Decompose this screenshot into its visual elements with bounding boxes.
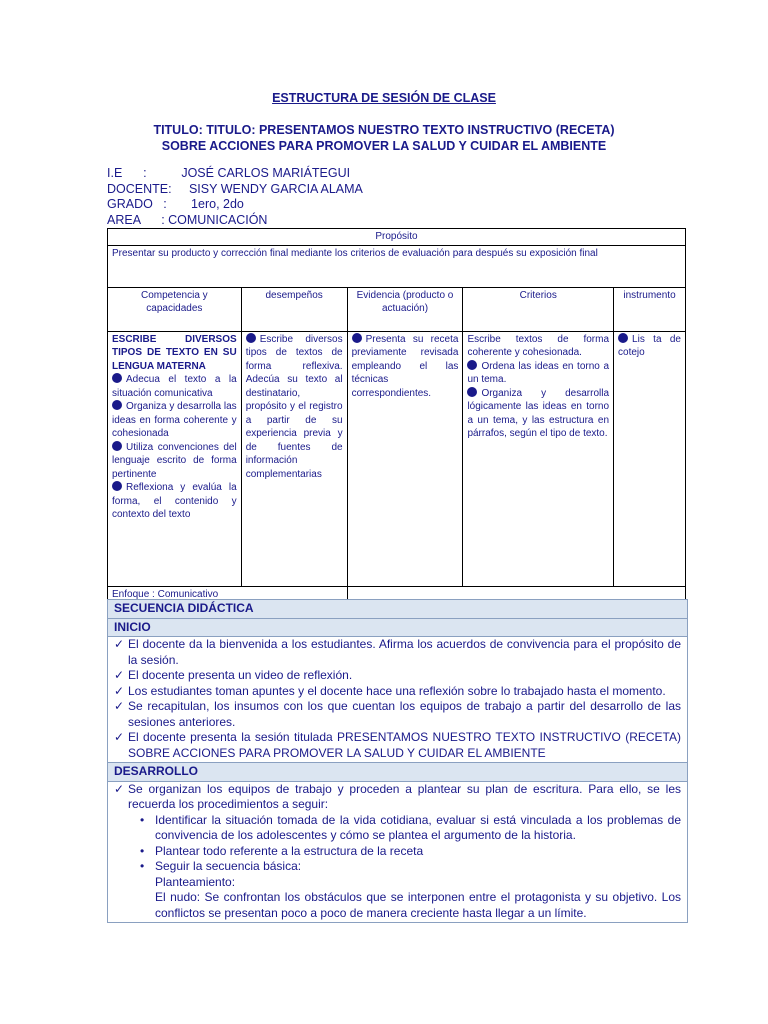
info-row-area xyxy=(107,213,363,229)
inicio-label: INICIO xyxy=(108,619,687,638)
info-label: I.E : xyxy=(107,166,147,180)
document-title: ESTRUCTURA DE SESIÓN DE CLASE xyxy=(272,91,496,105)
check-icon: ✓ xyxy=(114,781,125,796)
list-item xyxy=(114,684,681,700)
session-plan-table xyxy=(107,228,686,603)
bullet-icon xyxy=(467,360,477,370)
desarrollo-steps xyxy=(114,813,681,922)
instrumento-cell xyxy=(614,331,686,586)
col-header-criterios: Criterios xyxy=(463,287,614,331)
enfoque-cell: Enfoque : Comunicativo xyxy=(108,586,348,603)
check-icon: ✓ xyxy=(114,637,125,651)
instrumento-text: Lis ta de cotejo xyxy=(618,333,681,358)
step-text: Plantear todo referente a la estructura de la receta xyxy=(155,843,424,858)
step-item xyxy=(140,844,681,860)
capacidad-item xyxy=(112,373,237,400)
step-text: Identificar la situación tomada de la vida cotidiana, evaluar si está vinculada a los problemas de convivencia de los adolescentes y cómo se plantea el argumento de la historia. xyxy=(155,812,681,842)
info-row-ie xyxy=(107,166,363,182)
session-title-line-2: SOBRE ACCIONES PARA PROMOVER LA SALUD Y CUIDAR EL AMBIENTE xyxy=(161,139,607,153)
criterio-text: Ordena las ideas en torno a un tema. xyxy=(467,360,610,385)
bullet-icon xyxy=(352,333,362,343)
session-title-line-1: TITULO: TITULO: PRESENTAMOS NUESTRO TEXTO INSTRUCTIVO (RECETA) xyxy=(153,123,615,137)
list-item xyxy=(114,699,681,730)
competencia-title: ESCRIBE DIVERSOS TIPOS DE TEXTO EN SU LENGUA MATERNA xyxy=(112,333,237,372)
list-item xyxy=(114,668,681,684)
criterios-intro: Escribe textos de forma coherente y cohesionada. xyxy=(467,333,610,358)
info-value: 1ero, 2do xyxy=(166,197,244,211)
criterio-item xyxy=(467,387,609,441)
list-item-text: El docente presenta un video de reflexión. xyxy=(128,668,353,682)
secuencia-title: SECUENCIA DIDÁCTICA xyxy=(108,600,687,619)
desarrollo-label: DESARROLLO xyxy=(108,762,687,782)
list-item-text: El docente da la bienvenida a los estudiantes. Afirma los acuerdos de convivencia para el propósito de la sesión. xyxy=(128,637,681,667)
capacidad-text: Utiliza convenciones del lenguaje escrito de forma pertinente xyxy=(112,441,237,480)
bullet-icon xyxy=(112,441,122,451)
info-value: : COMUNICACIÓN xyxy=(161,212,268,227)
check-icon: ✓ xyxy=(114,668,125,682)
desempenos-cell xyxy=(241,331,347,586)
bullet-icon: • xyxy=(140,859,145,873)
info-row-grado xyxy=(107,197,363,213)
capacidad-item xyxy=(112,441,237,482)
purpose-text: Presentar su producto y corrección final mediante los criterios de evaluación para después su exposición final xyxy=(108,245,686,287)
list-item-text: Se organizan los equipos de trabajo y proceden a plantear su plan de escritura. Para ello, se les recuerda los procedimientos a seguir: xyxy=(128,781,681,811)
session-info xyxy=(107,166,363,228)
col-header-instrumento: instrumento xyxy=(614,287,686,331)
step-item xyxy=(140,859,681,875)
evidencia-text: Presenta su receta previamente revisada empleando el las técnicas correspondientes. xyxy=(351,333,459,399)
evidencia-cell xyxy=(347,331,463,586)
info-label: GRADO : xyxy=(107,197,167,211)
list-item xyxy=(114,730,681,761)
info-value: SISY WENDY GARCIA ALAMA xyxy=(171,181,363,196)
info-row-docente xyxy=(107,182,363,198)
info-label: AREA xyxy=(107,212,162,227)
step-item xyxy=(140,813,681,844)
bullet-icon xyxy=(112,400,122,410)
bullet-icon xyxy=(246,333,256,343)
list-item-text: Los estudiantes toman apuntes y el docente hace una reflexión sobre lo trabajado hasta el momento. xyxy=(128,683,666,698)
planteamiento-text: Planteamiento: xyxy=(155,874,236,889)
capacidad-item xyxy=(112,400,237,441)
step-text: Seguir la secuencia básica: xyxy=(155,859,302,873)
bullet-icon xyxy=(112,481,122,491)
inicio-list xyxy=(108,637,687,762)
col-header-desempenos: desempeños xyxy=(241,287,347,331)
list-item xyxy=(114,637,681,668)
criterios-cell xyxy=(463,331,614,586)
col-header-competencia: Competencia y capacidades xyxy=(108,287,242,331)
check-icon: ✓ xyxy=(114,699,125,713)
info-label: DOCENTE: xyxy=(107,181,172,196)
col-header-evidencia: Evidencia (producto o actuación) xyxy=(347,287,463,331)
list-item-text: Se recapitulan, los insumos con los que cuentan los equipos de trabajo a partir del desarrollo de las sesiones anteriores. xyxy=(128,699,681,729)
capacidad-text: Adecua el texto a la situación comunicativa xyxy=(112,374,237,399)
purpose-header: Propósito xyxy=(108,229,686,246)
bullet-icon xyxy=(112,373,122,383)
capacidad-item xyxy=(112,481,237,522)
list-item-text: El docente presenta la sesión titulada PRESENTAMOS NUESTRO TEXTO INSTRUCTIVO (RECETA) SOBRE ACCIONES PARA PROMOVER LA SALUD Y CUIDAR EL AMBIENTE xyxy=(128,730,681,760)
desempenos-text: Escribe diversos tipos de textos de forma reflexiva. Adecúa su texto al destinatario, propósito y el registro a partir de su experiencia previa y de fuentes de información complementarias xyxy=(245,333,343,480)
capacidad-text: Organiza y desarrolla las ideas en forma coherente y cohesionada xyxy=(112,401,237,439)
secuencia-didactica xyxy=(107,599,688,923)
check-icon: ✓ xyxy=(114,683,125,698)
desarrollo-list xyxy=(108,782,687,923)
competencia-cell xyxy=(108,331,242,586)
bullet-icon xyxy=(618,333,628,343)
session-title xyxy=(0,122,768,154)
bullet-icon: • xyxy=(140,812,145,827)
bullet-icon xyxy=(467,387,477,397)
criterio-text: Organiza y desarrolla lógicamente las ideas en torno a un tema, y las estructura en párrafos, según el tipo de texto. xyxy=(467,387,610,439)
bullet-icon: • xyxy=(140,843,145,858)
info-value: JOSÉ CARLOS MARIÁTEGUI xyxy=(146,166,351,180)
criterio-item xyxy=(467,360,609,387)
list-item xyxy=(114,782,681,813)
capacidad-text: Reflexiona y evalúa la forma, el contenido y contexto del texto xyxy=(112,482,237,520)
check-icon: ✓ xyxy=(114,730,125,744)
nudo-text: El nudo: Se confrontan los obstáculos que se interponen entre el protagonista y su objetivo. Los conflictos se presentan poco a poco de manera creciente hasta llegar a un límite. xyxy=(155,890,681,920)
